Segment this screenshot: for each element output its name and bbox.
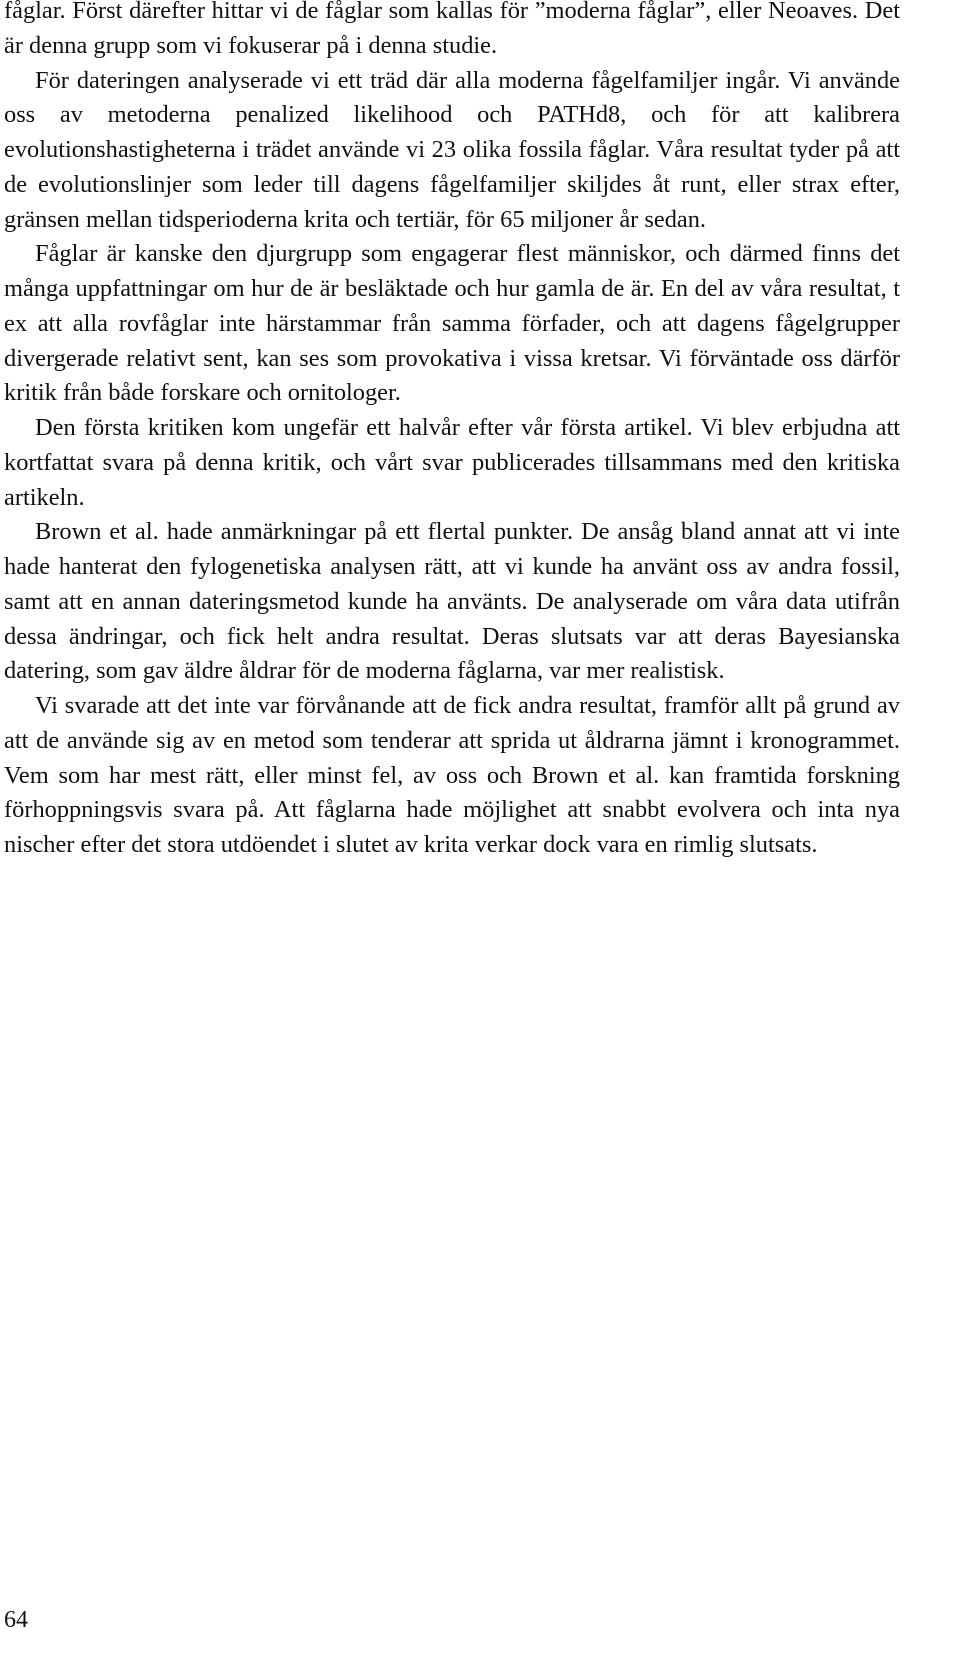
paragraph-dating: För dateringen analyserade vi ett träd där alla moderna fågelfamiljer ingår. Vi använde oss av metoderna penalized likelihood och PATHd8, och för att kalibrera evolutionshastigheterna i trädet använde vi 23 olika fossila fåglar. Våra resultat tyder på att de evolutionslinjer som leder till dagens fågelfamiljer skiljdes åt runt, eller strax efter, gränsen mellan tidsperioderna krita och tertiär, för 65 miljoner år sedan.: [4, 66, 900, 233]
paragraph-birds-engagement: Fåglar är kanske den djurgrupp som engagerar flest människor, och därmed finns det många uppfattningar om hur de är besläktade och hur gamla de är. En del av våra resultat, t ex att alla rovfåglar inte härstammar från samma förfader, och att dagens fågelgrupper divergerade relativt sent, kan ses som provokativa i vissa kretsar. Vi förväntade oss därför kritik från både forskare och ornitologer.: [4, 240, 900, 407]
document-page: [4, 0, 900, 1667]
paragraph-first-critique: Den första kritiken kom ungefär ett halvår efter vår första artikel. Vi blev erbjudna att kortfattat svara på denna kritik, och vårt svar publicerades tillsammans med den kritiska artikeln.: [4, 414, 900, 511]
paragraph-continuation: fåglar. Först därefter hittar vi de fåglar som kallas för ”moderna fåglar”, eller Neoaves. Det är denna grupp som vi fokuserar på i denna studie.: [4, 0, 900, 59]
body-text: [4, 0, 900, 863]
paragraph-response: Vi svarade att det inte var förvånande att de fick andra resultat, framför allt på grund av att de använde sig av en metod som tenderar att sprida ut åldrarna jämnt i kronogrammet. Vem som har mest rätt, eller minst fel, av oss och Brown et al. kan framtida forskning förhoppningsvis svara på. Att fåglarna hade möjlighet att snabbt evolvera och inta nya nischer efter det stora utdöendet i slutet av krita verkar dock vara en rimlig slutsats.: [4, 692, 900, 858]
page-number: 64: [4, 1607, 28, 1633]
paragraph-brown-et-al: Brown et al. hade anmärkningar på ett flertal punkter. De ansåg bland annat att vi inte hade hanterat den fylogenetiska analysen rätt, att vi kunde ha använt oss av andra fossil, samt att en annan dateringsmetod kunde ha använts. De analyserade om våra data utifrån dessa ändringar, och fick helt andra resultat. Deras slutsats var att deras Bayesianska datering, som gav äldre åldrar för de moderna fåglarna, var mer realistisk.: [4, 518, 900, 685]
